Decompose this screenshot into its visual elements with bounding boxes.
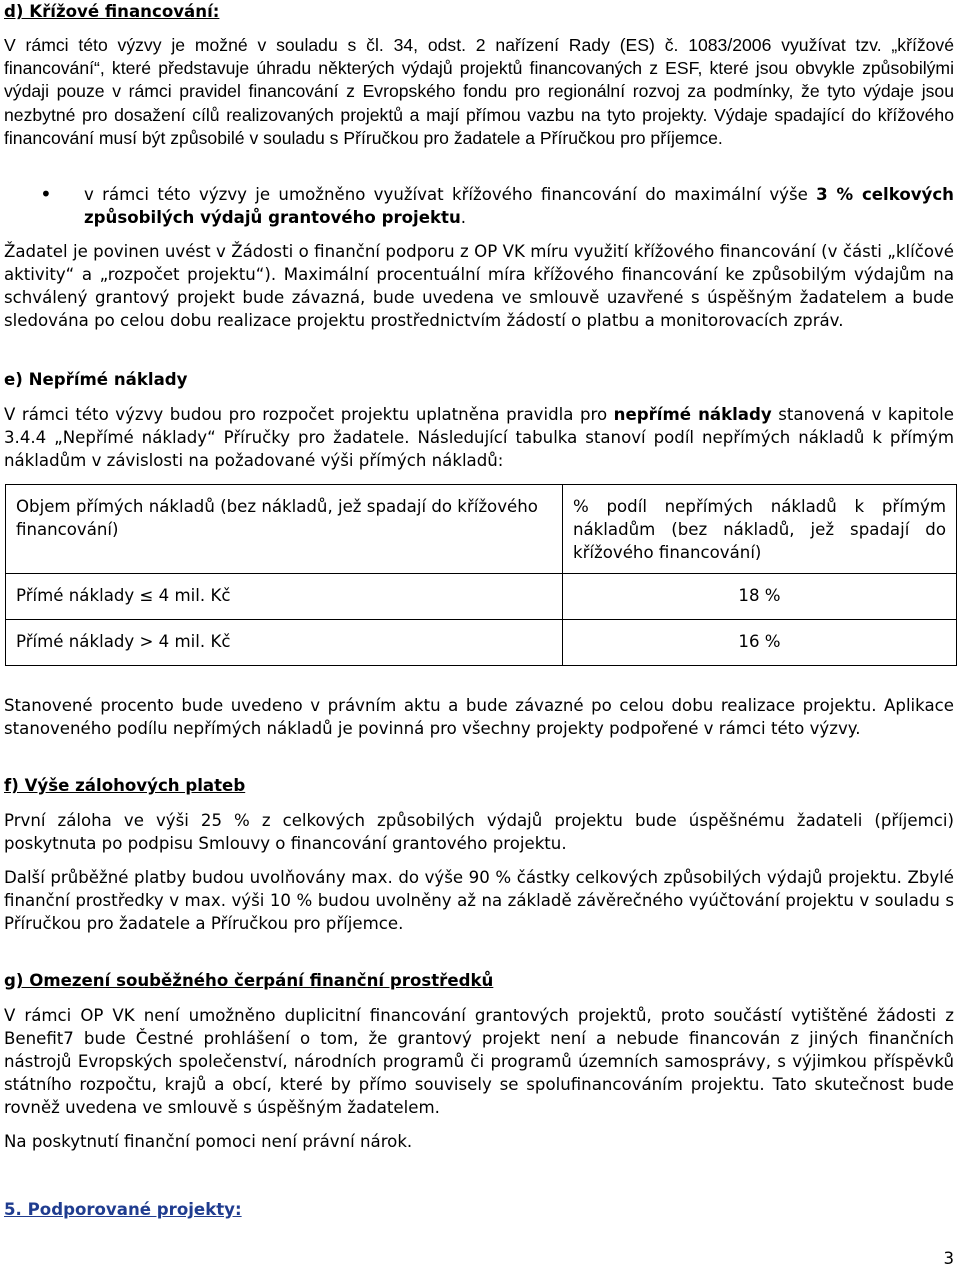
table-header-right: % podíl nepřímých nákladů k přímým nákladům (bez nákladů, jež spadají do křížového financování) bbox=[563, 485, 957, 574]
section-g-heading: g) Omezení souběžného čerpání finanční prostředků bbox=[4, 971, 494, 990]
section-d-heading: d) Křížové financování: bbox=[4, 2, 220, 21]
section-d-bullet bbox=[4, 183, 954, 229]
section-5-heading: 5. Podporované projekty: bbox=[4, 1200, 242, 1219]
section-g-paragraph-1: V rámci OP VK není umožněno duplicitní financování grantových projektů, proto součástí vytištěné žádosti z Benefit7 bude Čestné prohlášení o tom, že grantový projekt není a nebude financován z jiných finančních nástrojů Evropských společenství, národních programů či programů územních samosprávy, s výjimkou příspěvků státního rozpočtu, krajů a obcí, které by přímo souvisely se spolufinancováním projektu. Tato skutečnost bude rovněž uvedena ve smlouvě s úspěšným žadatelem. bbox=[4, 1006, 954, 1117]
page-number: 3 bbox=[943, 1249, 954, 1268]
table-header-row bbox=[6, 485, 957, 574]
table-row-value: 18 % bbox=[563, 574, 957, 620]
section-f-paragraph-2: Další průběžné platby budou uvolňovány max. do výše 90 % částky celkových způsobilých výdajů projektu. Zbylé finanční prostředky v max. výši 10 % budou uvolněny až na základě závěrečného vyúčtování projektu v souladu s Příručkou pro žadatele a Příručkou pro příjemce. bbox=[4, 868, 954, 933]
table-row bbox=[6, 620, 957, 666]
bullet-text: v rámci této výzvy je umožněno využívat křížového financování do maximální výše 3 % celkových způsobilých výdajů grantového projektu. bbox=[84, 185, 954, 227]
table-row-label: Přímé náklady > 4 mil. Kč bbox=[6, 620, 563, 666]
bullet-icon: • bbox=[40, 182, 52, 206]
section-e-paragraph-1: V rámci této výzvy budou pro rozpočet projektu uplatněna pravidla pro nepřímé náklady stanovená v kapitole 3.4.4 „Nepřímé náklady“ Příručky pro žadatele. Následující tabulka stanoví podíl nepřímých nákladů k přímým nákladům v závislosti na požadované výši přímých nákladů: bbox=[4, 405, 954, 470]
section-d-paragraph-1: V rámci této výzvy je možné v souladu s čl. 34, odst. 2 nařízení Rady (ES) č. 1083/2006 využívat tzv. „křížové financování“, které představuje úhradu některých výdajů projektů financovaných z ESF, které jsou obvykle způsobilými výdaji pouze v rámci pravidel financování z Evropského fondu pro regionální rozvoj za podmínky, že tyto výdaje jsou nezbytné pro dosažení cílů realizovaných projektů a mají přímou vazbu na tyto projekty. Výdaje spadající do křížového financování musí být způsobilé v souladu s Příručkou pro žadatele a Příručkou pro příjemce. bbox=[4, 35, 954, 148]
table-row-label: Přímé náklady ≤ 4 mil. Kč bbox=[6, 574, 563, 620]
section-e-paragraph-2: Stanovené procento bude uvedeno v právním aktu a bude závazné po celou dobu realizace projektu. Aplikace stanoveného podílu nepřímých nákladů je povinná pro všechny projekty podpořené v rámci této výzvy. bbox=[4, 696, 954, 738]
section-e-heading: e) Nepřímé náklady bbox=[4, 370, 188, 389]
table-row bbox=[6, 574, 957, 620]
section-f-heading: f) Výše zálohových plateb bbox=[4, 776, 246, 795]
indirect-costs-table bbox=[5, 484, 957, 666]
table-row-value: 16 % bbox=[563, 620, 957, 666]
section-f-paragraph-1: První záloha ve výši 25 % z celkových způsobilých výdajů projektu bude úspěšnému žadateli (příjemci) poskytnuta po podpisu Smlouvy o financování grantového projektu. bbox=[4, 811, 954, 853]
table-header-left: Objem přímých nákladů (bez nákladů, jež spadají do křížového financování) bbox=[6, 485, 563, 574]
section-g-paragraph-2: Na poskytnutí finanční pomoci není právní nárok. bbox=[4, 1132, 413, 1151]
section-d-paragraph-2: Žadatel je povinen uvést v Žádosti o finanční podporu z OP VK míru využití křížového financování (v části „klíčové aktivity“ a „rozpočet projektu“). Maximální procentuální míra křížového financování ke způsobilým výdajům na schválený grantový projekt bude závazná, bude uvedena ve smlouvě uzavřené s úspěšným žadatelem a bude sledována po celou dobu realizace projektu prostřednictvím žádostí o platbu a monitorovacích zpráv. bbox=[4, 242, 954, 330]
